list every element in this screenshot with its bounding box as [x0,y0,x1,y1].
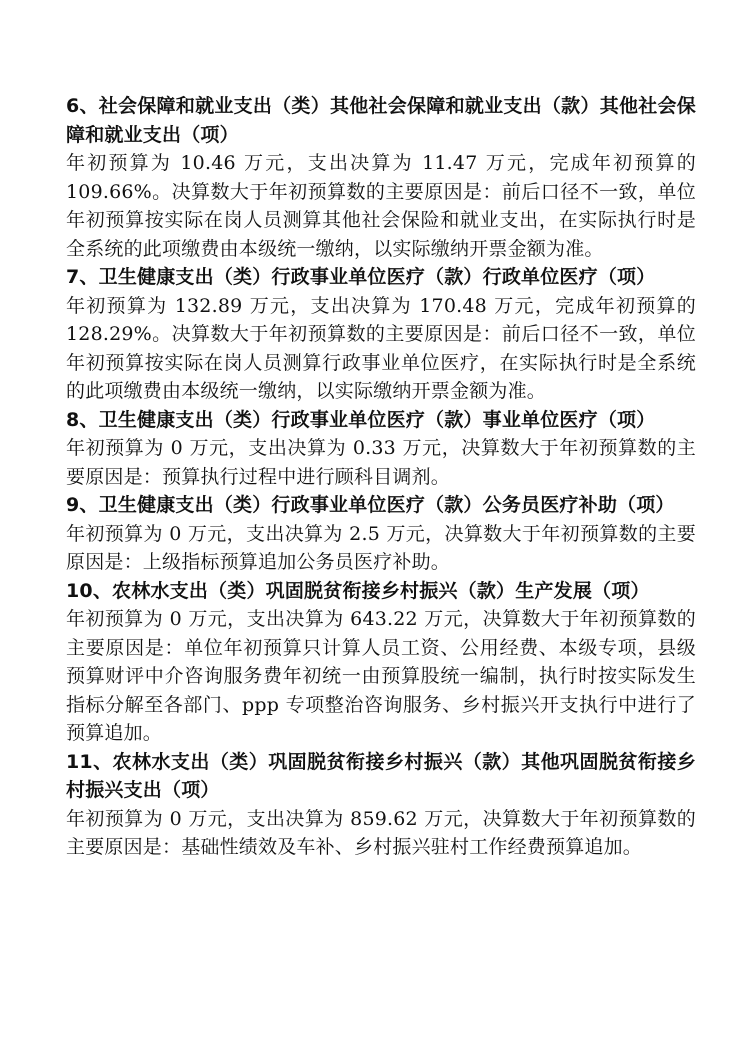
section-8 [66,406,696,492]
section-11 [66,748,696,862]
section-body: 年初预算为 0 万元，支出决算为 2.5 万元，决算数大于年初预算数的主要原因是：上级指标预算追加公务员医疗补助。 [66,522,696,573]
section-heading: 10、农林水支出（类）巩固脱贫衔接乡村振兴（款）生产发展（项） [66,579,650,602]
section-body: 年初预算为 0 万元，支出决算为 0.33 万元，决算数大于年初预算数的主要原因是：预算执行过程中进行顾科目调剂。 [66,437,696,488]
section-heading: 9、卫生健康支出（类）行政事业单位医疗（款）公务员医疗补助（项） [66,494,675,516]
section-7 [66,263,696,406]
document-page [66,92,696,862]
section-heading: 6、社会保障和就业支出（类）其他社会保障和就业支出（款）其他社会保障和就业支出（项） [66,95,696,146]
section-heading: 11、农林水支出（类）巩固脱贫衔接乡村振兴（款）其他巩固脱贫衔接乡村振兴支出（项） [66,750,696,801]
section-9 [66,491,696,577]
section-body: 年初预算为 0 万元，支出决算为 859.62 万元，决算数大于年初预算数的主要原因是：基础性绩效及车补、乡村振兴驻村工作经费预算追加。 [66,807,696,858]
section-body: 年初预算为 0 万元，支出决算为 643.22 万元，决算数大于年初预算数的主要原因是：单位年初预算只计算人员工资、公用经费、本级专项，县级预算财评中介咨询服务费年初统一由预算股统一编制，执行时按实际发生指标分解至各部门、ppp 专项整治咨询服务、乡村振兴开支执行中进行了预算追加。 [66,608,696,744]
section-body: 年初预算为 132.89 万元，支出决算为 170.48 万元，完成年初预算的128.29%。决算数大于年初预算数的主要原因是：前后口径不一致，单位年初预算按实际在岗人员测算行政事业单位医疗，在实际执行时是全系统的此项缴费由本级统一缴纳，以实际缴纳开票金额为准。 [66,294,696,402]
section-body: 年初预算为 10.46 万元，支出决算为 11.47 万元，完成年初预算的109.66%。决算数大于年初预算数的主要原因是：前后口径不一致，单位年初预算按实际在岗人员测算其他社会保险和就业支出，在实际执行时是全系统的此项缴费由本级统一缴纳，以实际缴纳开票金额为准。 [66,152,696,260]
section-6 [66,92,696,263]
section-10 [66,577,696,748]
section-heading: 7、卫生健康支出（类）行政事业单位医疗（款）行政单位医疗（项） [66,266,656,288]
section-heading: 8、卫生健康支出（类）行政事业单位医疗（款）事业单位医疗（项） [66,408,656,431]
